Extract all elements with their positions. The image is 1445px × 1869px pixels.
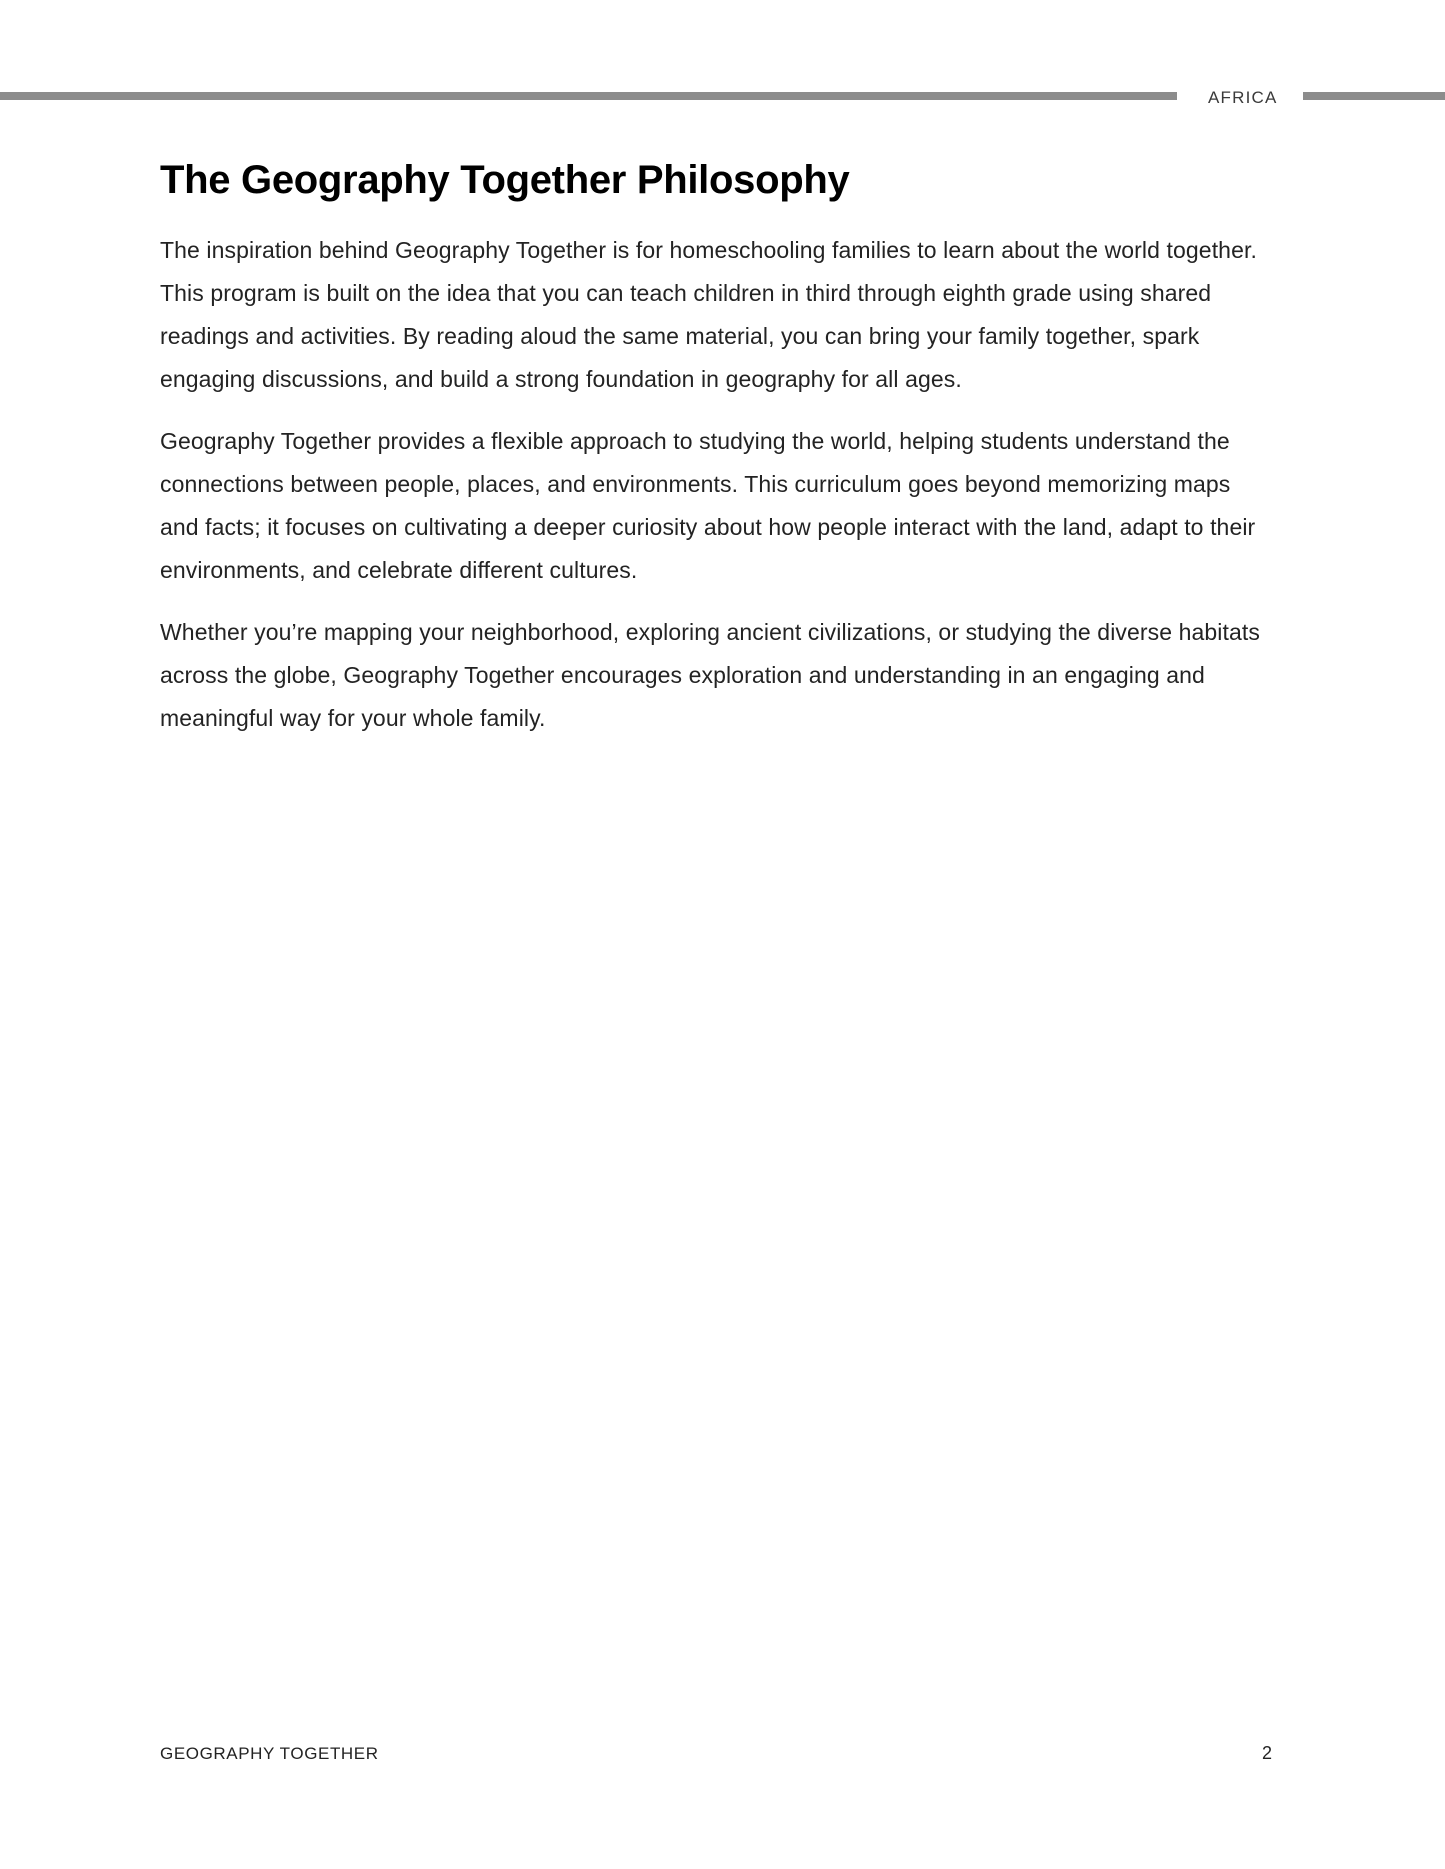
- header-section-label: AFRICA: [1208, 88, 1278, 107]
- footer-page-number: 2: [1261, 1743, 1272, 1763]
- document-body: [160, 156, 1270, 759]
- header-rule-right: [1303, 92, 1445, 100]
- paragraph-exploration: Whether you’re mapping your neighborhood, exploring ancient civilizations, or studying the diverse habitats across the globe, Geography Together encourages exploration and understanding in an engaging and meaningful way for your whole family.: [160, 619, 1260, 731]
- paragraph-flexible-approach: Geography Together provides a flexible approach to studying the world, helping students understand the connections between people, places, and environments. This curriculum goes beyond memorizing maps and facts; it focuses on cultivating a deeper curiosity about how people interact with the land, adapt to their environments, and celebrate different cultures.: [160, 428, 1256, 583]
- page-title: The Geography Together Philosophy: [160, 158, 850, 202]
- footer-book-title: GEOGRAPHY TOGETHER: [160, 1744, 379, 1763]
- header-rule-left: [0, 92, 1177, 100]
- page-footer: [160, 1743, 1272, 1764]
- paragraph-philosophy-intro: The inspiration behind Geography Together is for homeschooling families to learn about the world together. This program is built on the idea that you can teach children in third through eighth grade using shared readings and activities. By reading aloud the same material, you can bring your family together, spark engaging discussions, and build a strong foundation in geography for all ages.: [160, 237, 1257, 392]
